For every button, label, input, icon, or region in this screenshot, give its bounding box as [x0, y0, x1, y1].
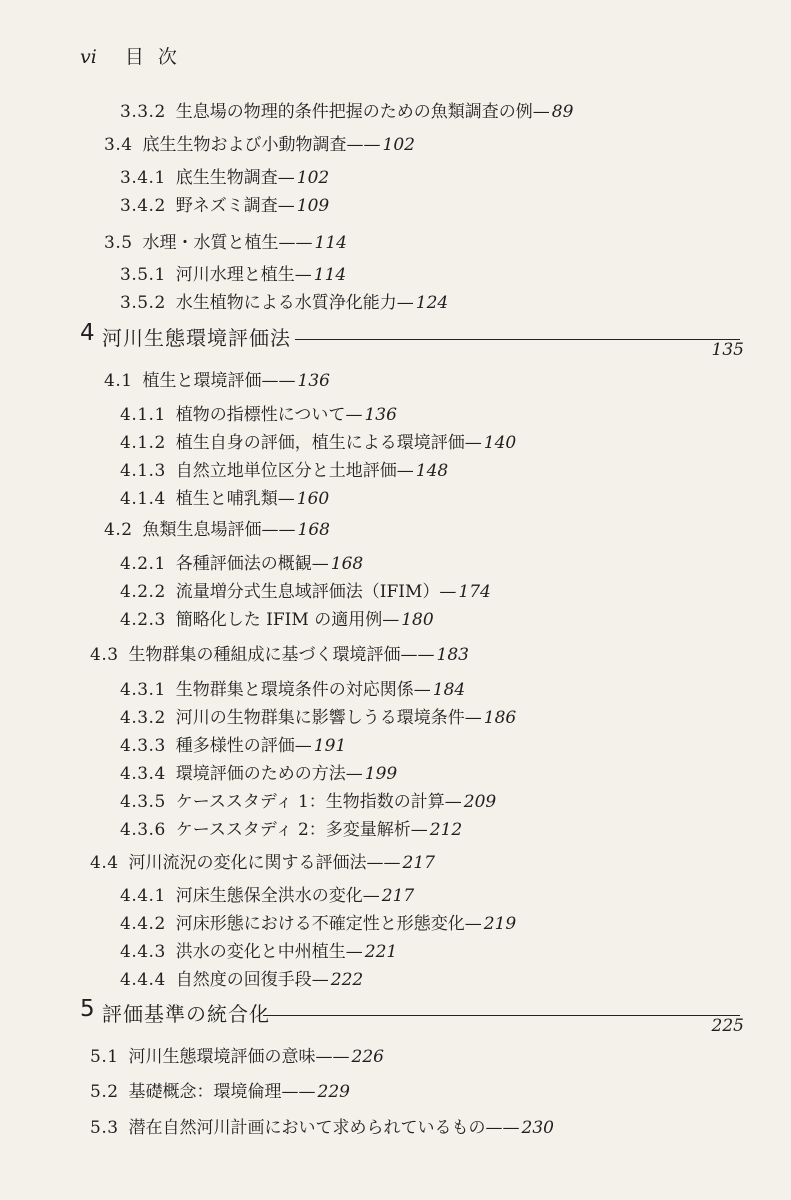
leader-rule	[295, 339, 740, 340]
toc-entry[interactable]: 4.3.6 ケーススタディ 2：多変量解析 — 212	[120, 820, 463, 840]
chapter-entry[interactable]: 5 評価基準の統合化 225	[80, 996, 744, 1036]
toc-entry[interactable]: 3.4.1 底生生物調査 — 102	[120, 168, 330, 188]
toc-entry[interactable]: 4.1.3 自然立地単位区分と土地評価 — 148	[120, 461, 449, 481]
toc-entry[interactable]: 3.5.2 水生植物による水質浄化能力 — 124	[120, 293, 449, 313]
toc-entry[interactable]: 4.3.2 河川の生物群集に影響しうる環境条件 — 186	[120, 708, 517, 728]
toc-entry[interactable]: 4.2.3 簡略化した IFIM の適用例 — 180	[120, 610, 434, 630]
toc-entry[interactable]: 4.2 魚類生息場評価 —— 168	[104, 520, 330, 540]
leader-rule	[263, 1015, 740, 1016]
toc-entry[interactable]: 3.3.2 生息場の物理的条件把握のための魚類調査の例 — 89	[120, 102, 574, 122]
chapter-entry[interactable]: 4 河川生態環境評価法 135	[80, 320, 744, 360]
toc-entry[interactable]: 5.3 潜在自然河川計画において求められているもの —— 230	[90, 1118, 554, 1138]
toc-entry[interactable]: 4.1.1 植物の指標性について — 136	[120, 405, 397, 425]
toc-entry[interactable]: 5.1 河川生態環境評価の意味 —— 226	[90, 1047, 384, 1067]
page-header	[80, 42, 181, 69]
toc-entry[interactable]: 5.2 基礎概念：環境倫理 —— 229	[90, 1082, 350, 1102]
toc-entry[interactable]: 4.1 植生と環境評価 —— 136	[104, 371, 330, 391]
toc-entry[interactable]: 4.3 生物群集の種組成に基づく環境評価 —— 183	[90, 645, 469, 665]
toc-entry[interactable]: 4.1.2 植生自身の評価，植生による環境評価 — 140	[120, 433, 517, 453]
toc-entry[interactable]: 4.4 河川流況の変化に関する評価法 —— 217	[90, 853, 435, 873]
toc-entry[interactable]: 4.1.4 植生と哺乳類 — 160	[120, 489, 330, 509]
toc-entry[interactable]: 3.5.1 河川水理と植生 — 114	[120, 265, 347, 285]
toc-entry[interactable]: 4.4.4 自然度の回復手段 — 222	[120, 970, 364, 990]
toc-entry[interactable]: 4.3.1 生物群集と環境条件の対応関係 — 184	[120, 680, 466, 700]
page-number: vi	[80, 46, 97, 68]
toc-entry[interactable]: 4.2.2 流量増分式生息域評価法（IFIM） — 174	[120, 582, 491, 602]
toc-entry[interactable]: 4.3.3 種多様性の評価 — 191	[120, 736, 347, 756]
toc-entry[interactable]: 3.4.2 野ネズミ調査 — 109	[120, 196, 330, 216]
toc-entry[interactable]: 4.2.1 各種評価法の概観 — 168	[120, 554, 364, 574]
toc-entry[interactable]: 4.4.3 洪水の変化と中州植生 — 221	[120, 942, 398, 962]
toc-entry[interactable]: 3.5 水理・水質と植生 —— 114	[104, 233, 347, 253]
toc-entry[interactable]: 3.4 底生生物および小動物調査 —— 102	[104, 135, 415, 155]
toc-entry[interactable]: 4.3.5 ケーススタディ 1：生物指数の計算 — 209	[120, 792, 497, 812]
toc-entry[interactable]: 4.4.2 河床形態における不確定性と形態変化 — 219	[120, 914, 517, 934]
toc-entry[interactable]: 4.3.4 環境評価のための方法 — 199	[120, 764, 398, 784]
header-title: 目 次	[124, 46, 181, 68]
toc-entry[interactable]: 4.4.1 河床生態保全洪水の変化 — 217	[120, 886, 415, 906]
